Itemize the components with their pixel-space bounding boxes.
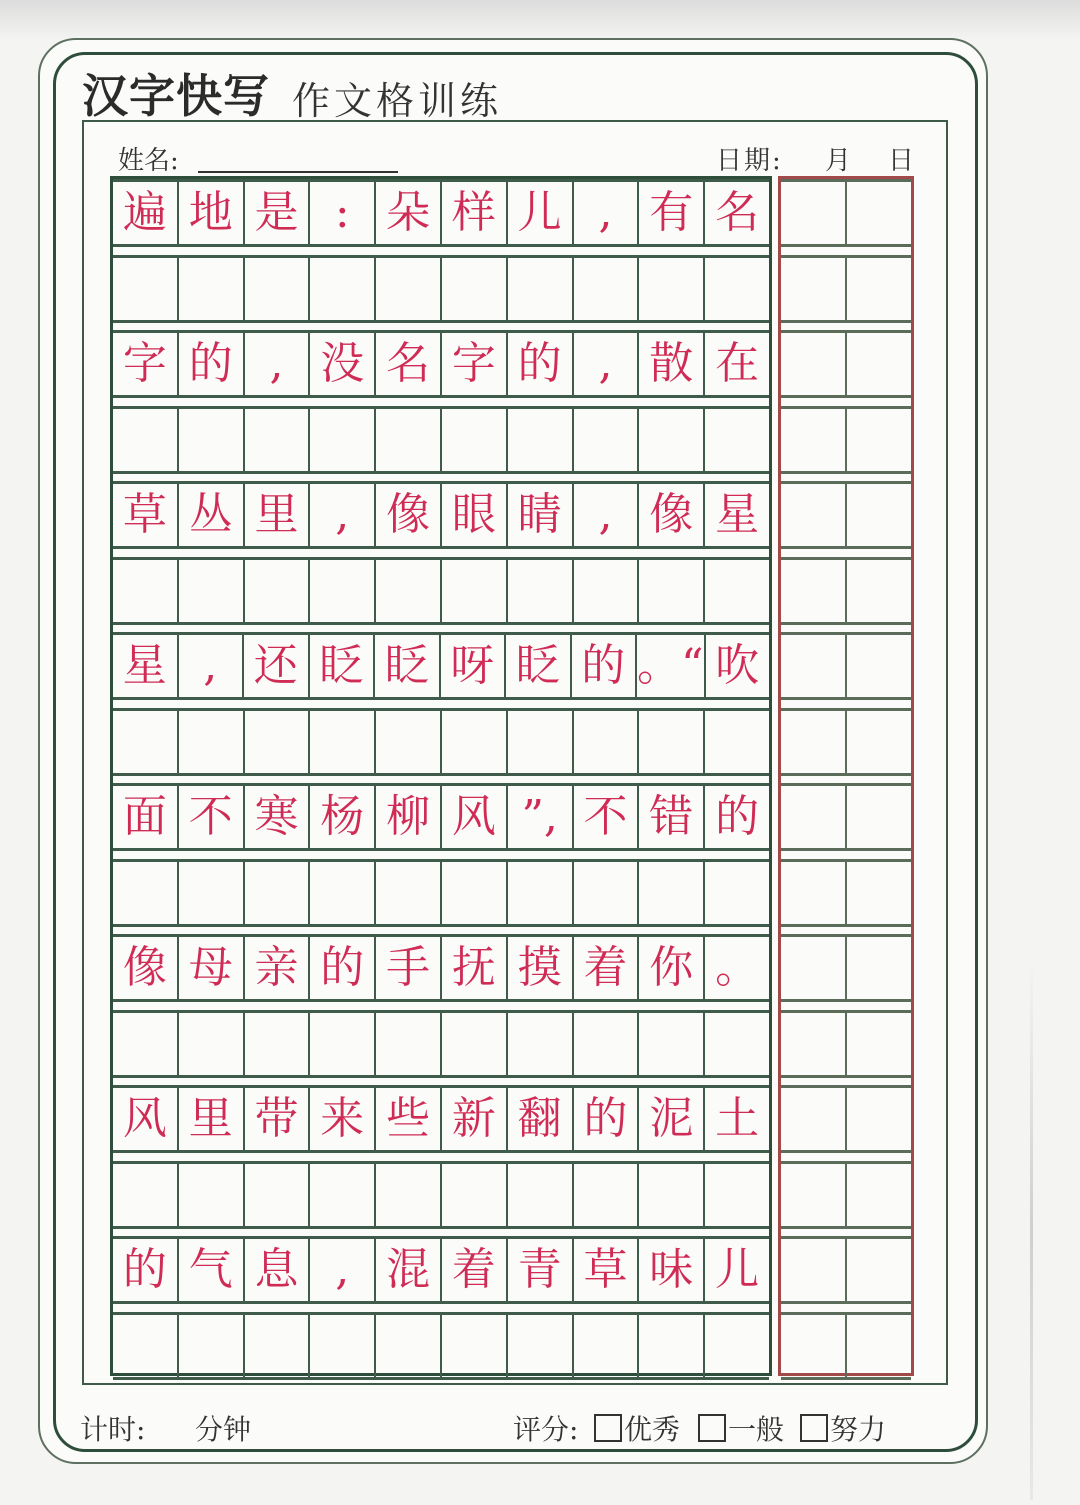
empty-cell [179,1315,245,1377]
empty-cell [310,1315,376,1377]
character-cell: 草 [574,1239,640,1301]
side-cell [847,182,911,244]
empty-cell [310,1013,376,1075]
side-cell [781,333,847,395]
character-cell: 。 [715,942,760,993]
character-cell: 母 [179,937,245,999]
empty-cell [639,862,705,924]
empty-cell [245,258,311,320]
blank-row [113,557,769,625]
character-cell: 翻 [508,1088,574,1150]
text-row [113,632,769,700]
character-cell: , [310,484,376,546]
character-cell: 混 [376,1239,442,1301]
side-row [781,859,911,927]
empty-cell [310,560,376,622]
text-row [113,934,769,1002]
empty-cell [310,409,376,471]
empty-cell [179,560,245,622]
empty-cell [442,711,508,773]
character-cell: 是 [245,182,311,244]
empty-cell [442,409,508,471]
blank-row [113,1010,769,1078]
score-option-average[interactable] [698,1408,784,1448]
empty-cell [508,258,574,320]
empty-cell [705,1013,769,1075]
side-cell [781,862,847,924]
character-cell: 星 [113,635,179,697]
character-cell: 着 [442,1239,508,1301]
character-cell: 朵 [376,182,442,244]
blank-row [113,255,769,323]
empty-cell [639,409,705,471]
empty-cell [574,258,640,320]
character-cell: 眨 [310,635,376,697]
empty-cell [376,258,442,320]
empty-cell [442,258,508,320]
empty-cell [113,1013,179,1075]
score-option-label: 优秀 [624,1413,681,1446]
empty-cell [310,711,376,773]
empty-cell [705,258,769,320]
character-cell: 字 [113,333,179,395]
side-cell [781,1315,847,1377]
side-cell [781,1088,847,1150]
empty-cell [574,1013,640,1075]
side-row [781,632,911,700]
character-cell: 味 [639,1239,705,1301]
character-cell: , [245,333,311,395]
side-cell [847,560,911,622]
blank-row [113,708,769,776]
character-cell: 的 [715,791,760,842]
empty-cell [574,1164,640,1226]
side-cell [781,1013,847,1075]
empty-cell [574,711,640,773]
character-cell: 遍 [113,182,179,244]
character-cell: 有 [639,182,705,244]
empty-cell [442,1013,508,1075]
empty-cell [310,1164,376,1226]
character-cell: : [310,182,376,244]
title-main: 汉字快写 [82,69,270,123]
side-cell [781,258,847,320]
character-cell: 的 [310,937,376,999]
side-cell [847,862,911,924]
empty-cell [179,258,245,320]
blank-row [113,859,769,927]
month-label: 月 [825,146,852,176]
character-cell: 在 [715,338,760,389]
character-cell: 不 [574,786,640,848]
character-cell: 睛 [508,484,574,546]
side-cell [781,1164,847,1226]
empty-cell [508,1013,574,1075]
character-cell: 散 [639,333,705,395]
text-row [113,481,769,549]
empty-cell [113,862,179,924]
character-cell: 青 [508,1239,574,1301]
writing-grid [110,176,772,1376]
side-row [781,255,911,323]
character-cell: 气 [179,1239,245,1301]
character-cell: 的 [574,1088,640,1150]
checkbox-average[interactable] [698,1414,726,1442]
name-label: 姓名: [118,146,179,176]
scan-shadow [0,0,1080,40]
character-cell: 手 [376,937,442,999]
empty-cell [639,258,705,320]
character-cell: 字 [442,333,508,395]
empty-cell [705,862,769,924]
side-cell [847,484,911,546]
side-row [781,557,911,625]
empty-cell [508,862,574,924]
side-cell [781,409,847,471]
empty-cell [179,711,245,773]
character-cell: 还 [244,635,310,697]
character-cell: 的 [113,1239,179,1301]
minutes-label: 分钟 [195,1413,252,1446]
side-row [781,1312,911,1380]
empty-cell [179,1164,245,1226]
side-cell [847,635,911,697]
empty-cell [376,1164,442,1226]
side-cell [781,182,847,244]
text-row [113,179,769,247]
empty-cell [113,409,179,471]
page-edge [1030,960,1033,1500]
empty-cell [574,560,640,622]
empty-cell [245,1315,311,1377]
character-cell: 亲 [245,937,311,999]
name-line [198,171,398,173]
empty-cell [639,1315,705,1377]
character-cell: 寒 [245,786,311,848]
empty-cell [376,711,442,773]
empty-cell [442,1164,508,1226]
timer-label: 计时: [80,1413,146,1446]
score-option-excellent[interactable] [594,1408,680,1448]
empty-cell [705,1315,769,1377]
character-cell: 吹 [715,640,760,691]
character-cell: 着 [574,937,640,999]
side-cell [781,484,847,546]
character-cell: 像 [639,484,705,546]
character-cell: , [310,1239,376,1301]
side-row [781,783,911,851]
character-cell: 土 [715,1093,760,1144]
character-cell: 摸 [508,937,574,999]
side-cell [781,1239,847,1301]
empty-cell [574,1315,640,1377]
character-cell: 没 [310,333,376,395]
character-cell: ”, [508,786,574,848]
empty-cell [310,862,376,924]
side-cell [847,711,911,773]
empty-cell [442,1315,508,1377]
character-cell: 草 [113,484,179,546]
side-cell [847,258,911,320]
character-cell: 息 [245,1239,311,1301]
text-row [113,783,769,851]
side-cell [781,635,847,697]
character-cell: 地 [179,182,245,244]
empty-cell [508,1315,574,1377]
character-cell: 眼 [442,484,508,546]
blank-row [113,406,769,474]
character-cell: , [179,635,245,697]
empty-cell [113,711,179,773]
character-cell: 风 [113,1088,179,1150]
empty-cell [113,258,179,320]
character-cell: 来 [310,1088,376,1150]
side-row [781,179,911,247]
side-cell [847,1013,911,1075]
side-cell [847,1164,911,1226]
character-cell: 像 [376,484,442,546]
character-cell: 新 [442,1088,508,1150]
empty-cell [245,560,311,622]
score-option-effort[interactable] [800,1408,886,1448]
side-cell [847,937,911,999]
empty-cell [639,1164,705,1226]
character-cell: , [574,333,640,395]
character-cell: , [574,484,640,546]
character-cell: 像 [113,937,179,999]
empty-cell [179,409,245,471]
empty-cell [442,862,508,924]
empty-cell [508,560,574,622]
empty-cell [508,409,574,471]
empty-cell [705,711,769,773]
character-cell: 里 [245,484,311,546]
empty-cell [245,1013,311,1075]
empty-cell [508,1164,574,1226]
character-cell: 儿 [508,182,574,244]
score-option-label: 努力 [830,1413,887,1446]
character-cell: 儿 [715,1244,760,1295]
empty-cell [376,862,442,924]
side-row [781,1010,911,1078]
date-label: 日期: [716,146,783,176]
side-cell [847,1088,911,1150]
character-cell: 的 [179,333,245,395]
character-cell: 。“ [637,635,706,697]
checkbox-excellent[interactable] [594,1414,622,1442]
empty-cell [639,711,705,773]
side-row [781,406,911,474]
empty-cell [508,711,574,773]
character-cell: 名 [715,187,760,238]
character-cell: 眨 [375,635,441,697]
empty-cell [376,560,442,622]
side-cell [847,409,911,471]
side-row [781,330,911,398]
empty-cell [245,409,311,471]
character-cell: 泥 [639,1088,705,1150]
empty-cell [113,1164,179,1226]
empty-cell [310,258,376,320]
score-option-label: 一般 [728,1413,785,1446]
empty-cell [113,1315,179,1377]
character-cell: 星 [715,489,760,540]
score-label: 评分: [513,1413,579,1446]
empty-cell [113,560,179,622]
character-cell: 柳 [376,786,442,848]
empty-cell [376,1315,442,1377]
side-row [781,708,911,776]
empty-cell [705,560,769,622]
character-cell: 样 [442,182,508,244]
checkbox-effort[interactable] [800,1414,828,1442]
side-cell [781,560,847,622]
character-cell: 的 [508,333,574,395]
day-label: 日 [888,146,915,176]
empty-cell [245,711,311,773]
empty-cell [574,409,640,471]
side-cell [847,1239,911,1301]
side-row [781,934,911,1002]
character-cell: 杨 [310,786,376,848]
character-cell: 些 [376,1088,442,1150]
character-cell: 名 [376,333,442,395]
character-cell: 的 [572,635,638,697]
side-row [781,481,911,549]
side-cell [781,937,847,999]
side-cell [847,786,911,848]
character-cell: 眨 [506,635,572,697]
empty-cell [376,409,442,471]
character-cell: 面 [113,786,179,848]
empty-cell [705,409,769,471]
side-cell [847,1315,911,1377]
character-cell: 不 [179,786,245,848]
empty-cell [245,1164,311,1226]
character-cell: 呀 [441,635,507,697]
character-cell: 抚 [442,937,508,999]
empty-cell [442,560,508,622]
empty-cell [705,1164,769,1226]
side-row [781,1236,911,1304]
empty-cell [376,1013,442,1075]
text-row [113,1236,769,1304]
character-cell: 里 [179,1088,245,1150]
empty-cell [574,862,640,924]
blank-row [113,1312,769,1380]
text-row [113,330,769,398]
character-cell: 风 [442,786,508,848]
side-cell [781,711,847,773]
character-cell: 丛 [179,484,245,546]
empty-cell [179,1013,245,1075]
side-cell [781,786,847,848]
side-row [781,1161,911,1229]
blank-row [113,1161,769,1229]
character-cell: 错 [639,786,705,848]
empty-cell [179,862,245,924]
side-row [781,1085,911,1153]
character-cell: , [574,182,640,244]
side-cell [847,333,911,395]
empty-cell [245,862,311,924]
practice-side-grid [778,176,914,1376]
empty-cell [639,1013,705,1075]
character-cell: 你 [639,937,705,999]
character-cell: 带 [245,1088,311,1150]
text-row [113,1085,769,1153]
title-sub: 作文格训练 [292,79,503,123]
empty-cell [639,560,705,622]
